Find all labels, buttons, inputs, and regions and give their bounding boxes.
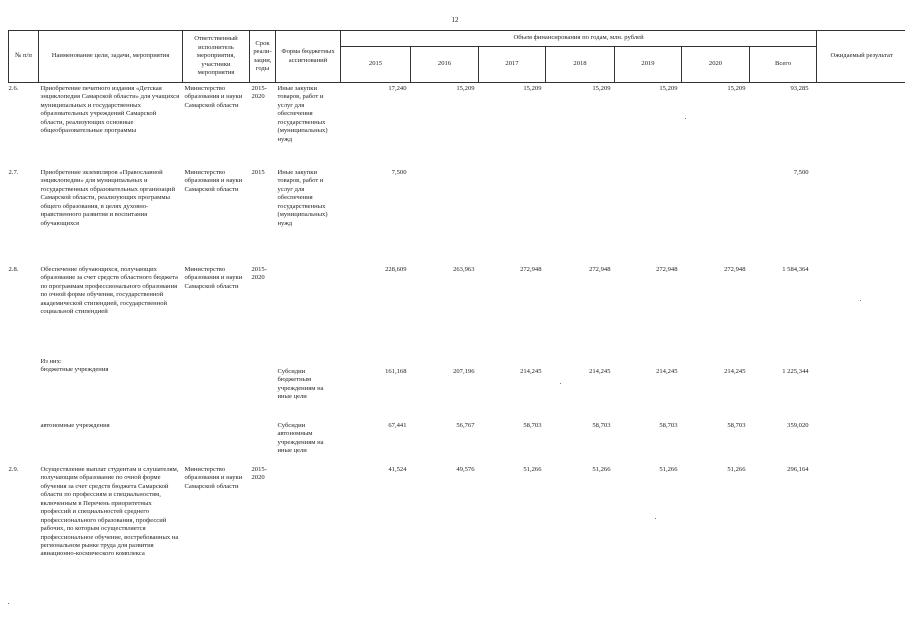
financing-table xyxy=(8,30,905,606)
row-value-2020: 58,703 xyxy=(727,422,746,429)
row-result xyxy=(817,420,905,464)
row-name: Осуществление выплат студентам и слушателям, получающим образование по очной форме обучения за счет средств бюджета Самарской области по профессиям и специальностям, включенным в Перечень приоритетных профессий и специальностей среднего профессионального образования, профессий рабочих, по которым осуществляется профессиональное обучение, востребованных на региональном рынке труда для развития авиационно-космического комплекса xyxy=(40,466,179,558)
row-value-2017 xyxy=(479,167,546,264)
table-row xyxy=(9,420,905,464)
row-name: Обеспечение обучающихся, получающих образование за счет средств областного бюджета по программам профессионального образования по очной форме обучения, государственной академической стипендией, государственной социальной стипендией xyxy=(40,266,178,316)
row-name-sub: бюджетные учреждения xyxy=(40,366,109,374)
row-value-2016: 207,196 xyxy=(453,368,475,375)
header-form: Форма бюджетных ассигнований xyxy=(276,31,341,83)
header-year: 2019 xyxy=(615,47,682,83)
row-name: Приобретение экземпляров «Православной энциклопедии» для муниципальных и государственных образовательных организаций Самарской области, реализующих программы общего образования, в целях духовно-нравственного развития и воспитания обучающихся xyxy=(40,169,175,227)
page-number: 12 xyxy=(451,16,459,24)
row-executor xyxy=(183,356,250,420)
row-total: 1 584,364 xyxy=(782,266,809,273)
row-form: Субсидии бюджетным учреждениям на иные цели xyxy=(277,368,324,401)
table-row xyxy=(9,464,905,606)
row-form: Иные закупки товаров, работ и услуг для обеспечения государственных (муниципальных) нужд xyxy=(277,85,328,143)
row-value-2015: 161,168 xyxy=(385,368,407,375)
table-row xyxy=(9,167,905,264)
row-value-2019: 58,703 xyxy=(659,422,678,429)
row-result xyxy=(817,83,905,168)
row-value-2015: 67,441 xyxy=(388,422,407,429)
row-value-2015: 41,524 xyxy=(388,466,407,473)
row-value-2019 xyxy=(615,167,682,264)
row-name: Приобретение печатного издания «Детская энциклопедия Самарской области» для учащихся муниципальных и государственных образовательных учреждений Самарской области, реализующих основные общеобразовательные программы xyxy=(40,85,180,135)
row-value-2019: 15,209 xyxy=(659,85,678,92)
row-executor: Министерство образования и науки Самарской области xyxy=(184,266,243,290)
row-total: 7,500 xyxy=(793,169,809,176)
row-result xyxy=(817,356,905,420)
row-form xyxy=(276,464,341,606)
header-num: № п/п xyxy=(9,31,39,83)
row-value-2016: 263,963 xyxy=(453,266,475,273)
row-total: 296,164 xyxy=(787,466,809,473)
row-executor: Министерство образования и науки Самарской области xyxy=(184,169,243,193)
row-value-2020: 272,948 xyxy=(724,266,746,273)
header-result: Ожидаемый результат xyxy=(817,31,905,83)
header-year: 2020 xyxy=(682,47,750,83)
row-number xyxy=(9,420,39,464)
row-value-2020: 15,209 xyxy=(727,85,746,92)
row-value-2016: 56,767 xyxy=(456,422,475,429)
table-row xyxy=(9,83,905,168)
header-financing: Объем финансирования по годам, млн. рублей xyxy=(341,31,817,47)
header-year: 2016 xyxy=(411,47,479,83)
row-form: Субсидии автономным учреждениям на иные цели xyxy=(277,422,324,455)
row-value-2017: 214,245 xyxy=(520,368,542,375)
row-value-2017: 58,703 xyxy=(523,422,542,429)
row-number xyxy=(9,356,39,420)
row-term: 2015-2020 xyxy=(251,85,267,101)
row-value-2019: 214,245 xyxy=(656,368,678,375)
row-value-2016 xyxy=(411,167,479,264)
row-result xyxy=(817,264,905,356)
row-result xyxy=(817,464,905,606)
row-value-2020 xyxy=(682,167,750,264)
scan-speck xyxy=(655,518,656,519)
header-year: 2018 xyxy=(546,47,615,83)
row-number: 2.8. xyxy=(8,266,19,273)
row-term: 2015-2020 xyxy=(251,466,267,482)
header-executor: Ответственный исполнитель мероприятия, участники мероприятия xyxy=(183,31,250,83)
row-form xyxy=(276,264,341,356)
row-value-2020: 214,245 xyxy=(724,368,746,375)
row-executor: Министерство образования и науки Самарской области xyxy=(184,85,243,109)
row-total: 359,020 xyxy=(787,422,809,429)
table-row xyxy=(9,356,905,420)
row-value-2015: 228,609 xyxy=(385,266,407,273)
scan-speck xyxy=(860,300,861,301)
row-value-2020: 51,266 xyxy=(727,466,746,473)
row-value-2016: 49,576 xyxy=(456,466,475,473)
table-row xyxy=(9,264,905,356)
row-term: 2015 xyxy=(251,169,265,176)
row-value-2018 xyxy=(546,167,615,264)
header-name: Наименование цели, задачи, мероприятия xyxy=(39,31,183,83)
row-value-2019: 51,266 xyxy=(659,466,678,473)
header-total: Всего xyxy=(750,47,817,83)
header-year: 2017 xyxy=(479,47,546,83)
row-number: 2.9. xyxy=(8,466,19,473)
scan-speck xyxy=(560,383,561,384)
row-number: 2.6. xyxy=(8,85,19,92)
row-value-2019: 272,948 xyxy=(656,266,678,273)
row-value-2017: 15,209 xyxy=(523,85,542,92)
scan-speck xyxy=(8,603,9,604)
row-total: 93,285 xyxy=(790,85,809,92)
row-executor: Министерство образования и науки Самарской области xyxy=(184,466,243,490)
row-value-2015: 17,240 xyxy=(388,85,407,92)
header-year: 2015 xyxy=(341,47,411,83)
row-value-2017: 272,948 xyxy=(520,266,542,273)
row-number: 2.7. xyxy=(8,169,19,176)
scan-speck xyxy=(685,118,686,119)
row-value-2017: 51,266 xyxy=(523,466,542,473)
row-term xyxy=(250,420,276,464)
row-executor xyxy=(183,420,250,464)
row-value-2018: 272,948 xyxy=(589,266,611,273)
row-value-2018: 214,245 xyxy=(589,368,611,375)
row-term xyxy=(250,356,276,420)
row-term: 2015-2020 xyxy=(251,266,267,282)
row-result xyxy=(817,167,905,264)
row-value-2018: 15,209 xyxy=(592,85,611,92)
row-total: 1 225,344 xyxy=(782,368,809,375)
row-value-2018: 58,703 xyxy=(592,422,611,429)
row-name: автономные учреждения xyxy=(40,422,110,429)
row-value-2016: 15,209 xyxy=(456,85,475,92)
row-form: Иные закупки товаров, работ и услуг для обеспечения государственных (муниципальных) нужд xyxy=(277,169,328,227)
row-name: Из них: xyxy=(40,358,62,365)
row-value-2015: 7,500 xyxy=(391,169,407,176)
row-value-2018: 51,266 xyxy=(592,466,611,473)
header-term: Срок реали-зации, годы xyxy=(250,31,276,83)
row-name-block xyxy=(39,356,183,420)
